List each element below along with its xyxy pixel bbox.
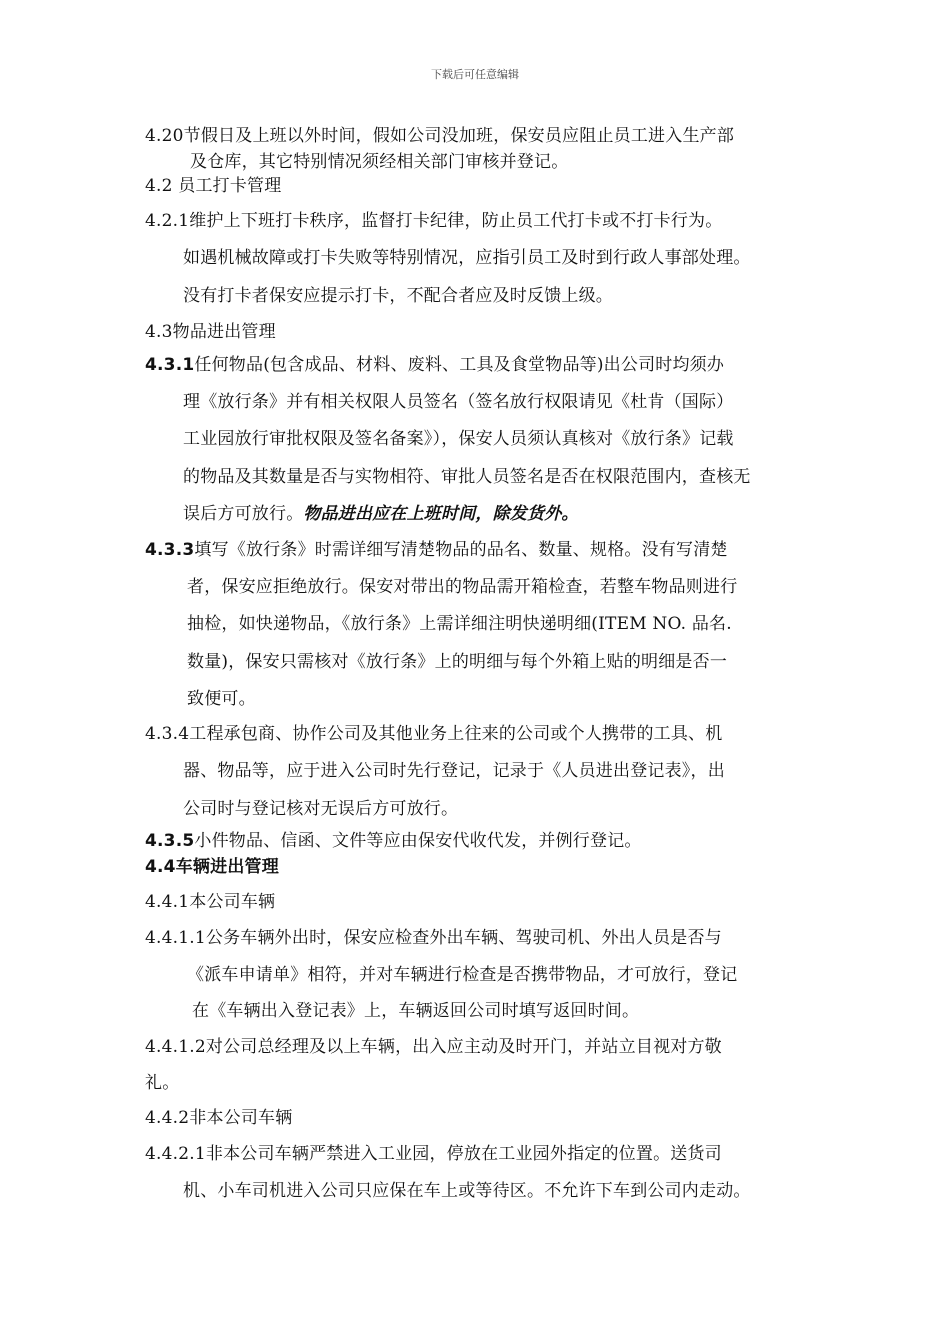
text-line: 理《放行条》并有相关权限人员签名（签名放行权限请见《杜肯（国际） [183, 392, 734, 412]
text-line: 4.4.2.1非本公司车辆严禁进入工业园，停放在工业园外指定的位置。送货司 [145, 1144, 722, 1164]
clause-number: 4.3.1 [145, 355, 195, 375]
text-line: 的物品及其数量是否与实物相符、审批人员签名是否在权限范围内，查核无 [183, 467, 751, 487]
emphasis-text: 物品进出应在上班时间，除发货外。 [303, 504, 579, 524]
section-heading: 4.4.2非本公司车辆 [145, 1108, 293, 1128]
text-line: 致便可。 [187, 689, 256, 709]
text-line: 礼。 [145, 1073, 180, 1093]
text-line: 4.20节假日及上班以外时间，假如公司没加班，保安员应阻止员工进入生产部 [145, 126, 735, 146]
text-line: 在《车辆出入登记表》上，车辆返回公司时填写返回时间。 [192, 1001, 640, 1021]
section-heading: 4.4.1本公司车辆 [145, 892, 276, 912]
text-line: 者，保安应拒绝放行。保安对带出的物品需开箱检查，若整车物品则进行 [187, 577, 738, 597]
clause-text: 小件物品、信函、文件等应由保安代收代发，并例行登记。 [194, 831, 642, 851]
text-line: 机、小车司机进入公司只应保在车上或等待区。不允许下车到公司内走动。 [183, 1181, 751, 1201]
text-line [145, 538, 728, 562]
text-line [183, 502, 579, 526]
section-heading: 4.4车辆进出管理 [145, 857, 279, 877]
page-header: 下载后可任意编辑 [431, 68, 519, 81]
clause-text: 误后方可放行。 [183, 504, 304, 524]
section-heading: 4.3物品进出管理 [145, 322, 276, 342]
text-line: 数量)，保安只需核对《放行条》上的明细与每个外箱上贴的明细是否一 [187, 652, 728, 672]
text-line: 4.3.4工程承包商、协作公司及其他业务上往来的公司或个人携带的工具、机 [145, 724, 723, 744]
text-line: 4.2.1维护上下班打卡秩序，监督打卡纪律，防止员工代打卡或不打卡行为。 [145, 211, 723, 231]
text-line: 4.4.1.2对公司总经理及以上车辆，出入应主动及时开门，并站立目视对方敬 [145, 1037, 722, 1057]
text-line: 工业园放行审批权限及签名备案》），保安人员须认真核对《放行条》记载 [183, 429, 734, 449]
text-line: 及仓库，其它特别情况须经相关部门审核并登记。 [190, 152, 569, 172]
text-line [145, 353, 724, 377]
text-line: 器、物品等，应于进入公司时先行登记，记录于《人员进出登记表》，出 [183, 761, 725, 781]
text-line: 没有打卡者保安应提示打卡，不配合者应及时反馈上级。 [183, 286, 613, 306]
section-heading: 4.2 员工打卡管理 [145, 176, 282, 196]
text-line: 抽检，如快递物品，《放行条》上需详细注明快递明细(ITEM NO. 品名. [187, 614, 732, 634]
text-line [145, 829, 642, 853]
clause-text: 任何物品(包含成品、材料、废料、工具及食堂物品等)出公司时均须办 [194, 355, 725, 375]
clause-number: 4.3.5 [145, 831, 195, 851]
text-line: 公司时与登记核对无误后方可放行。 [183, 799, 459, 819]
text-line: 4.4.1.1公务车辆外出时，保安应检查外出车辆、驾驶司机、外出人员是否与 [145, 928, 722, 948]
text-line: 如遇机械故障或打卡失败等特别情况，应指引员工及时到行政人事部处理。 [183, 248, 751, 268]
text-line: 《派车申请单》相符，并对车辆进行检查是否携带物品，才可放行，登记 [187, 965, 738, 985]
clause-number: 4.3.3 [145, 540, 195, 560]
clause-text: 填写《放行条》时需详细写清楚物品的品名、数量、规格。没有写清楚 [194, 540, 728, 560]
